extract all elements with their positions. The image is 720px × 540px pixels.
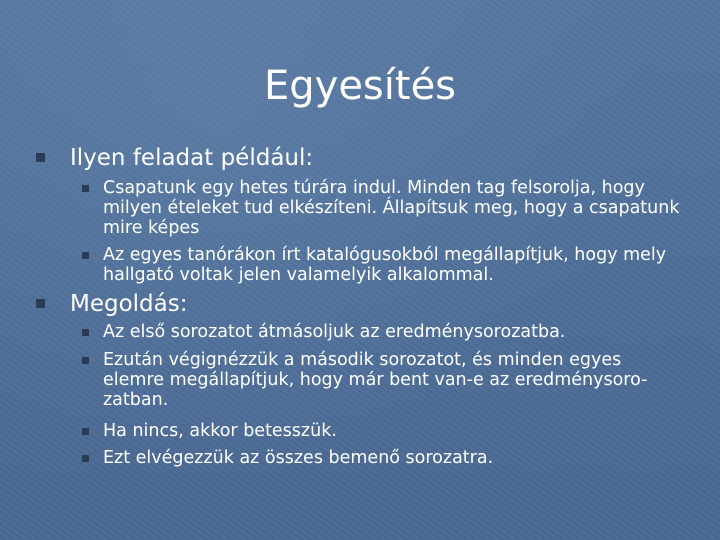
bullet-heading: Ilyen feladat például: — [70, 145, 314, 171]
square-bullet-icon — [36, 153, 45, 162]
square-bullet-icon — [82, 455, 89, 462]
sub-bullet-text: Ha nincs, akkor betesszük. — [103, 421, 337, 441]
sub-bullet-text: Ezt elvégezzük az összes bemenő sorozatra. — [103, 448, 494, 468]
square-bullet-icon — [82, 329, 89, 336]
bullet-heading: Megoldás: — [70, 291, 188, 317]
sub-bullet-text: Ezután végignézzük a második sorozatot, és minden egyes elemre megállapítjuk, hogy már bent van-e az eredménysoro- zatban. — [103, 350, 648, 410]
slide-title: Egyesítés — [263, 63, 457, 109]
square-bullet-icon — [82, 252, 89, 259]
sub-bullet-text: Az egyes tanórákon írt katalógusokból megállapítjuk, hogy mely hallgató voltak jelen valamelyik alkalommal. — [103, 245, 667, 285]
square-bullet-icon — [82, 428, 89, 435]
square-bullet-icon — [82, 357, 89, 364]
sub-bullet-text: Csapatunk egy hetes túrára indul. Minden tag felsorolja, hogy milyen ételeket tud elkészíteni. Állapítsuk meg, hogy a csapatunk mire képes — [103, 178, 680, 238]
sub-bullet-text: Az első sorozatot átmásoljuk az eredménysorozatba. — [103, 322, 566, 342]
square-bullet-icon — [36, 299, 45, 308]
square-bullet-icon — [82, 185, 89, 192]
